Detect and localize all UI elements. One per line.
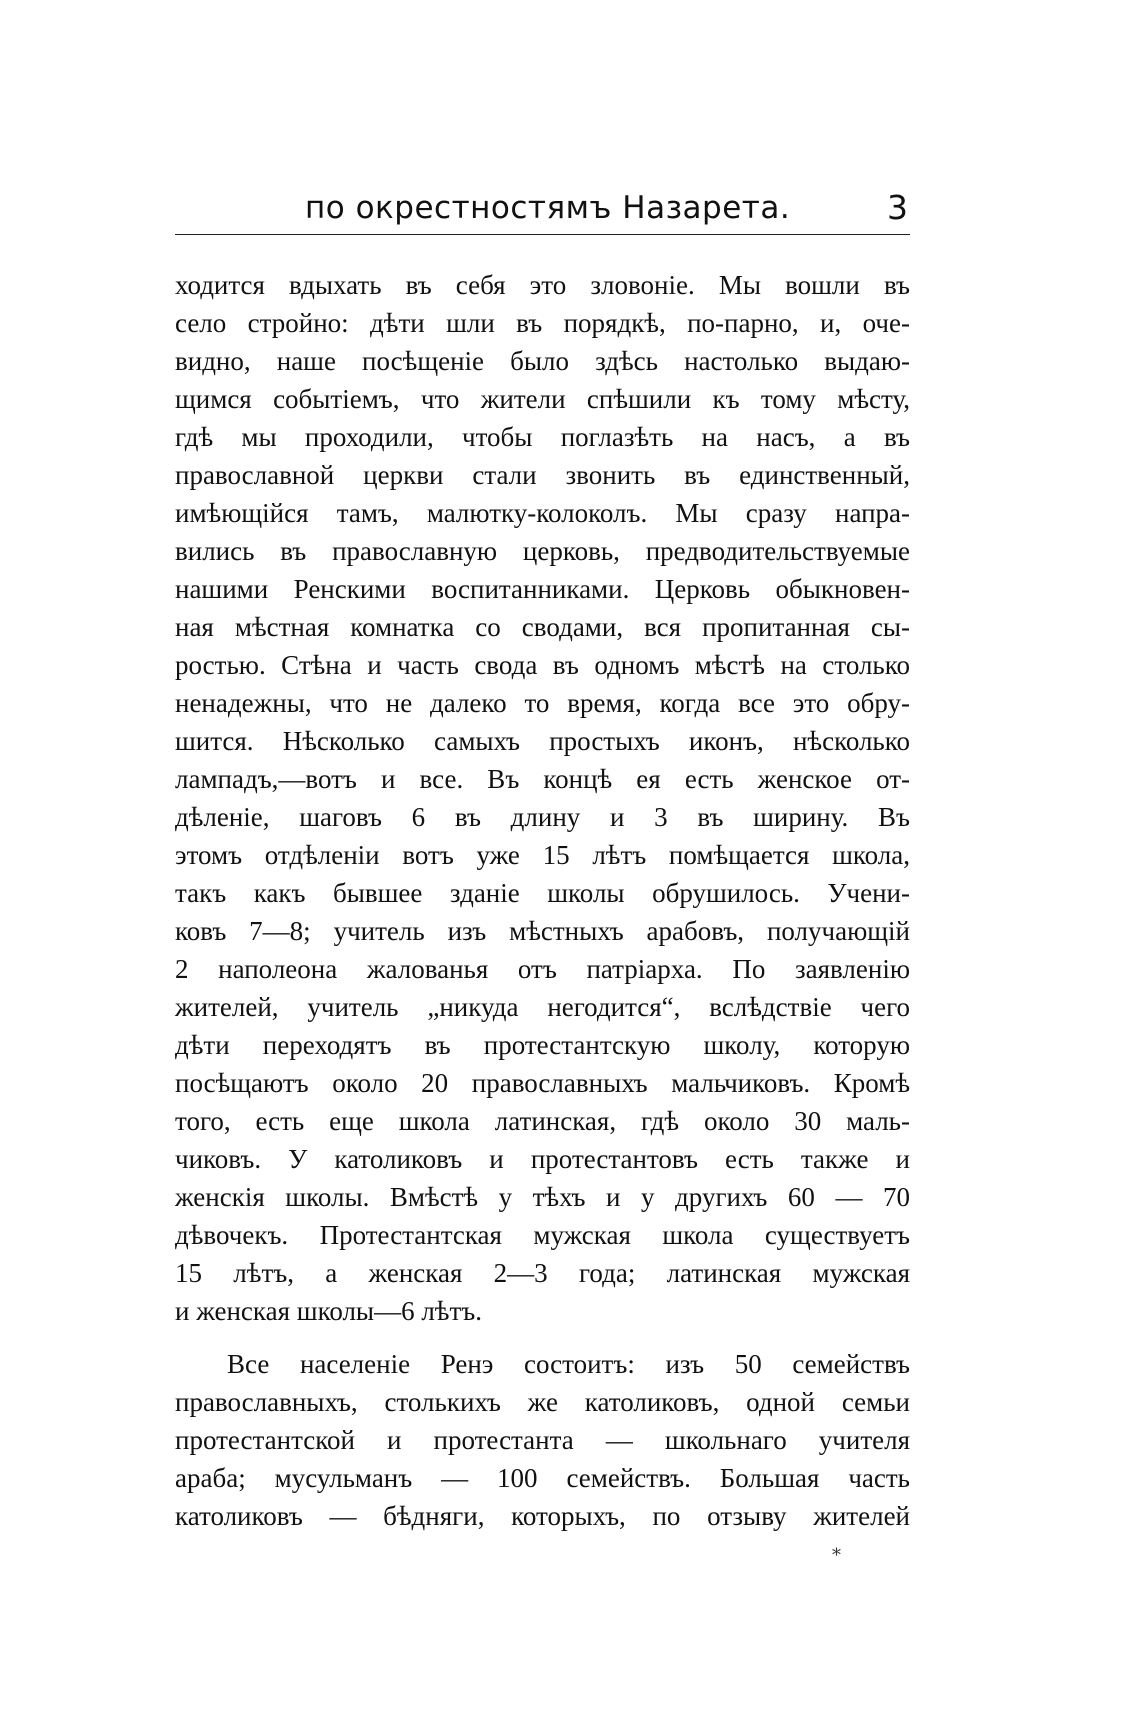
text-line: 2 наполеона жалованья отъ патріарха. По заявленію xyxy=(175,954,910,984)
text-line: такъ какъ бывшее зданіе школы обрушилось. Учени- xyxy=(175,878,910,908)
text-line: ненадежны, что не далеко то время, когда все это обру- xyxy=(175,688,910,718)
text-line: того, есть еще школа латинская, гдѣ около 30 маль- xyxy=(175,1106,910,1136)
text-line: гдѣ мы проходили, чтобы поглазѣть на насъ, а въ xyxy=(175,422,910,452)
paragraph-1 xyxy=(175,266,910,1330)
text-line: дѣти переходятъ въ протестантскую школу, которую xyxy=(175,1030,910,1060)
text-line: дѣвочекъ. Протестантская мужская школа существуетъ xyxy=(175,1220,910,1250)
running-title: по окрестностямъ Назарета. xyxy=(305,190,791,226)
text-line: дѣленіе, шаговъ 6 въ длину и 3 въ ширину. Въ xyxy=(175,802,910,832)
text-line: православныхъ, столькихъ же католиковъ, одной семьи xyxy=(175,1387,910,1417)
text-line: жителей, учитель „никуда негодится“, вслѣдствіе чего xyxy=(175,992,910,1022)
text-line: и женская школы—6 лѣтъ. xyxy=(175,1296,482,1326)
text-line: ходится вдыхать въ себя это зловоніе. Мы вошли въ xyxy=(175,270,910,300)
text-line: чиковъ. У католиковъ и протестантовъ есть также и xyxy=(175,1144,910,1174)
text-line: ростью. Стѣна и часть свода въ одномъ мѣстѣ на столько xyxy=(175,650,910,680)
bottom-mark: * xyxy=(832,1545,841,1566)
text-line: видно, наше посѣщеніе было здѣсь настолько выдаю- xyxy=(175,346,910,376)
text-line: православной церкви стали звонить въ единственный, xyxy=(175,460,910,490)
text-line: ковъ 7—8; учитель изъ мѣстныхъ арабовъ, получающій xyxy=(175,916,910,946)
text-line: араба; мусульманъ — 100 семействъ. Большая часть xyxy=(175,1463,910,1493)
running-head xyxy=(175,188,910,235)
text-line: село стройно: дѣти шли въ порядкѣ, по-парно, и, оче- xyxy=(175,308,910,338)
paragraph-2 xyxy=(175,1345,910,1535)
text-line: нашими Ренскими воспитанниками. Церковь обыкновен- xyxy=(175,574,910,604)
text-line: протестантской и протестанта — школьнаго учителя xyxy=(175,1425,910,1455)
page-number: 3 xyxy=(887,188,908,227)
text-line: этомъ отдѣленіи вотъ уже 15 лѣтъ помѣщается школа, xyxy=(175,840,910,870)
text-line: Все населеніе Ренэ состоитъ: изъ 50 семействъ xyxy=(227,1349,910,1379)
text-line: женскія школы. Вмѣстѣ у тѣхъ и у другихъ 60 — 70 xyxy=(175,1182,910,1212)
text-line: 15 лѣтъ, а женская 2—3 года; латинская мужская xyxy=(175,1258,910,1288)
text-line: посѣщаютъ около 20 православныхъ мальчиковъ. Кромѣ xyxy=(175,1068,910,1098)
text-line: щимся событіемъ, что жители спѣшили къ тому мѣсту, xyxy=(175,384,910,414)
text-line: имѣющійся тамъ, малютку-колоколъ. Мы сразу напра- xyxy=(175,498,910,528)
body-text xyxy=(175,266,910,1535)
paragraph-gap xyxy=(175,1330,910,1345)
text-line: лампадъ,—вотъ и все. Въ концѣ ея есть женское от- xyxy=(175,764,910,794)
text-line: ная мѣстная комнатка со сводами, вся пропитанная сы- xyxy=(175,612,910,642)
text-line: шится. Нѣсколько самыхъ простыхъ иконъ, нѣсколько xyxy=(175,726,910,756)
text-line: вились въ православную церковь, предводительствуемые xyxy=(175,536,910,566)
text-line: католиковъ — бѣдняги, которыхъ, по отзыву жителей xyxy=(175,1501,910,1531)
